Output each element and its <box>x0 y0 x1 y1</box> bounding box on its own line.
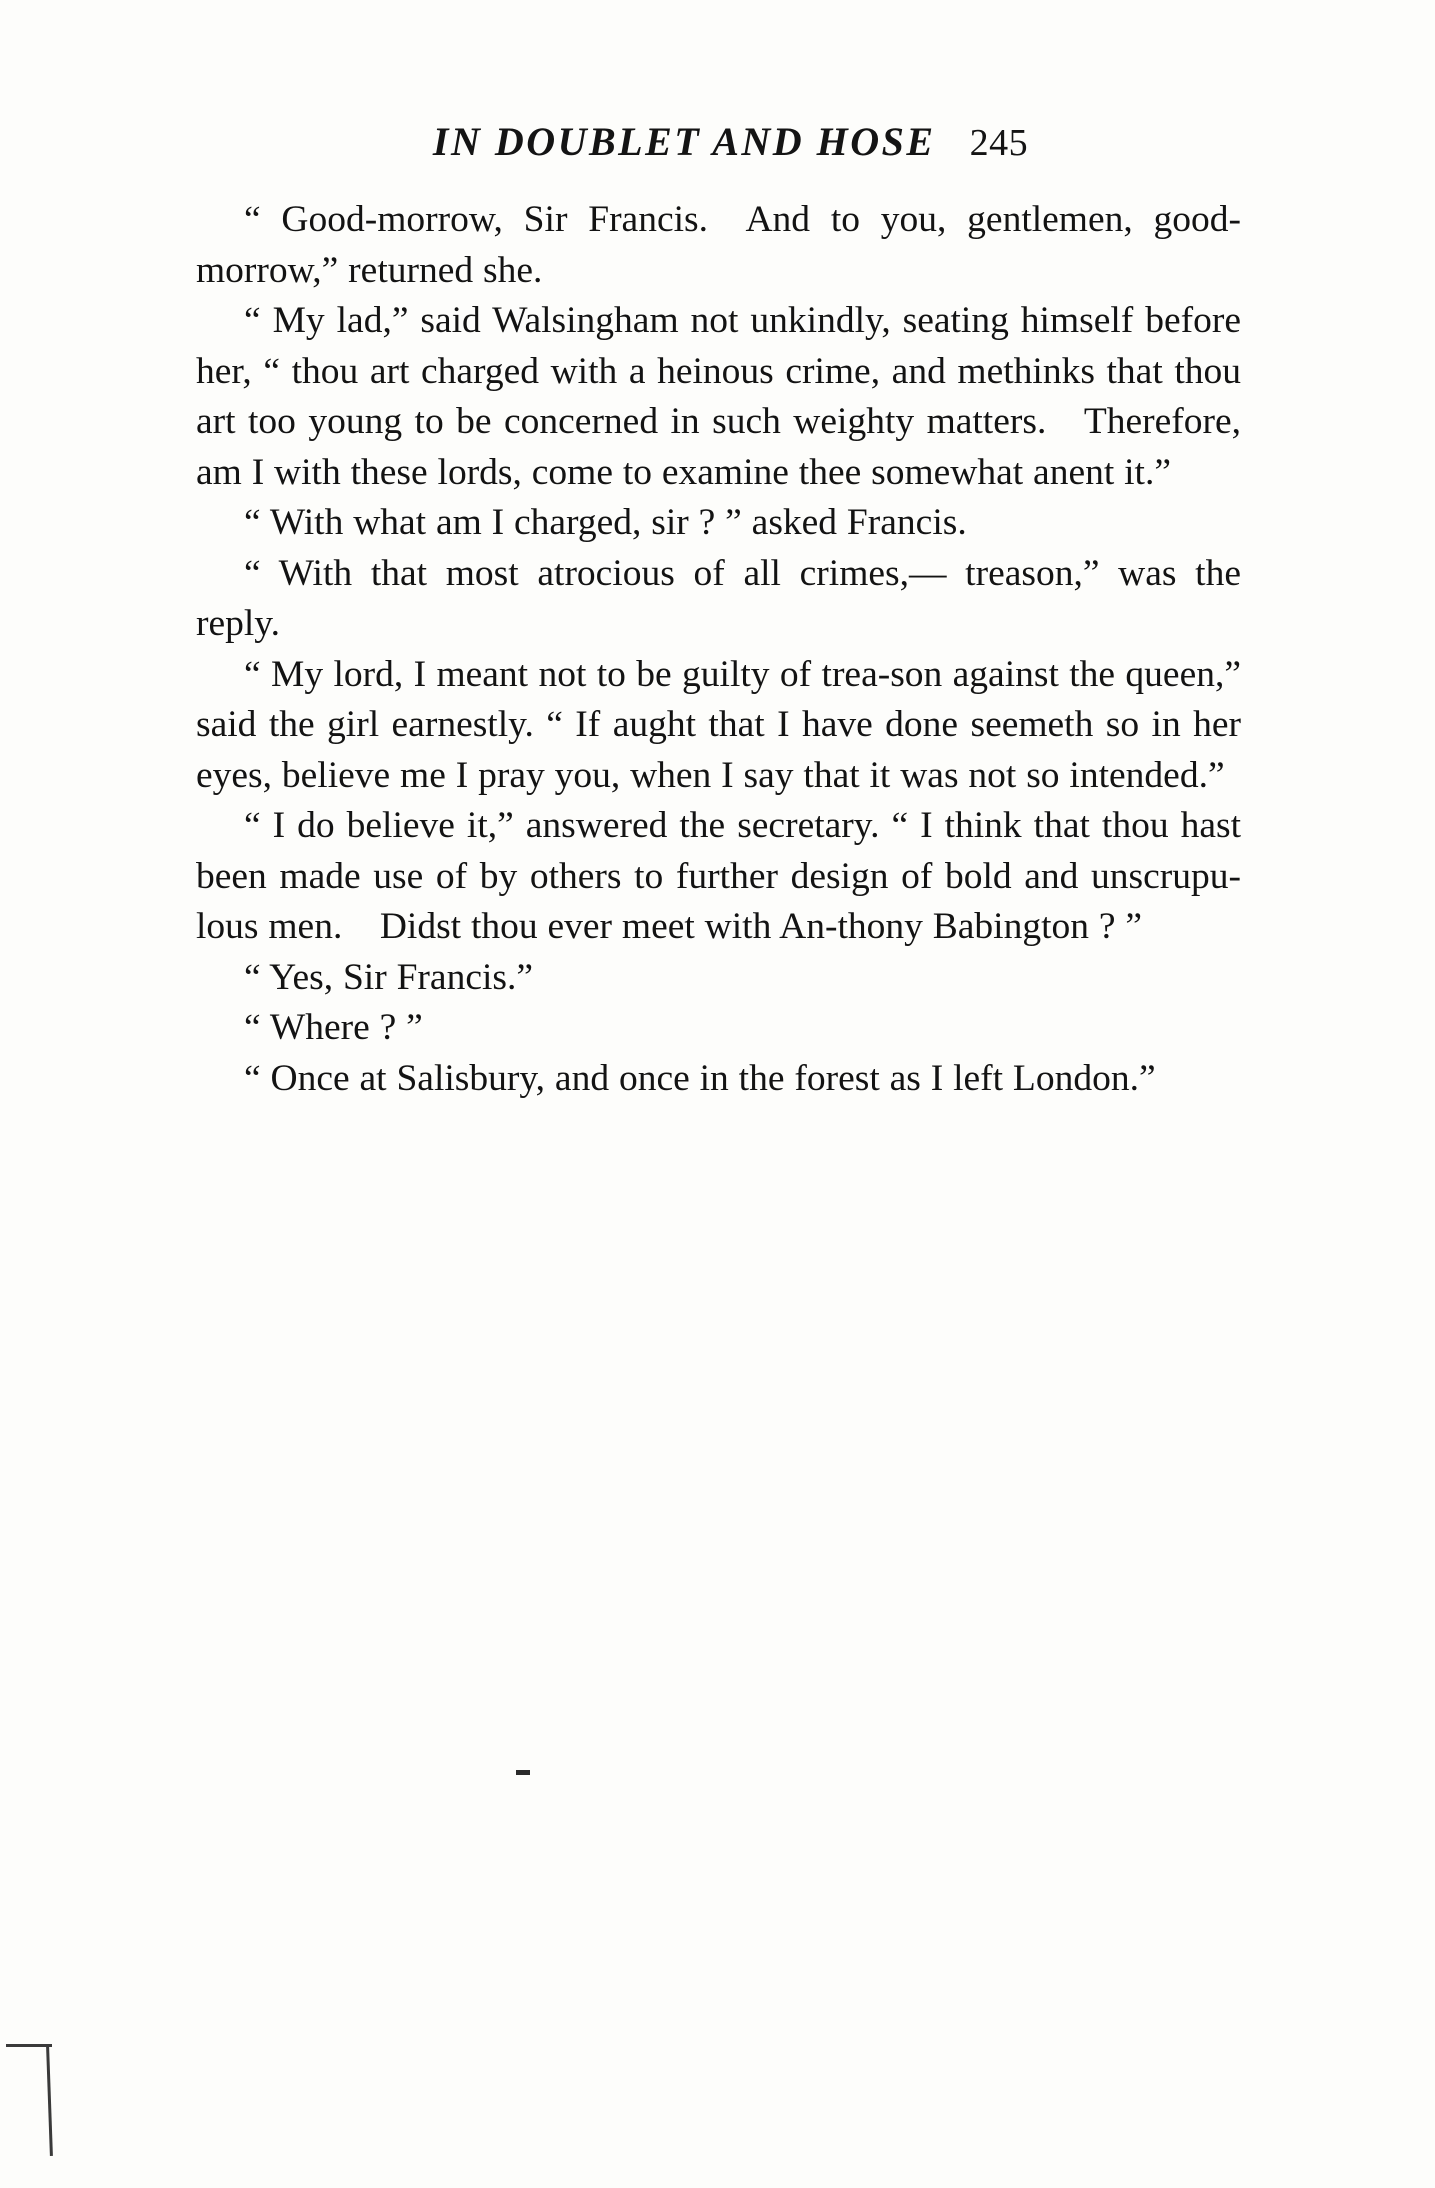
paragraph: “ Once at Salisbury, and once in the forest as I left London.” <box>244 1057 1156 1099</box>
paragraph: “ Good-morrow, Sir Francis. And to you, gentlemen, good-morrow,” returned she. <box>196 199 1241 291</box>
paragraph: “ With what am I charged, sir ? ” asked Francis. <box>244 502 967 543</box>
page-number: 245 <box>969 122 1029 164</box>
ink-speck <box>516 1770 530 1775</box>
paragraph: “ Where ? ” <box>244 1007 423 1048</box>
paragraph: “ I do believe it,” answered the secretary. “ I think that thou hast been made use of by others to further design of bold and unscrupu-lous men. Didst thou ever meet with An-thony Babington ? ” <box>196 805 1241 947</box>
scan-corner-mark <box>0 2044 52 2174</box>
running-head <box>196 118 1241 165</box>
paragraph: “ Yes, Sir Francis.” <box>244 956 533 998</box>
paragraph: “ My lad,” said Walsingham not unkindly, seating himself before her, “ thou art charged with a heinous crime, and methinks that thou art too young to be concerned in such weighty matters. Therefore, am I with these lords, come to examine thee somewhat anent it.” <box>196 300 1241 493</box>
running-head-title: IN DOUBLET AND HOSE <box>432 119 936 164</box>
paragraph: “ My lord, I meant not to be guilty of trea-son against the queen,” said the girl earnestly. “ If aught that I have done seemeth so in her eyes, believe me I pray you, when I say that it was not so intended.” <box>196 653 1241 796</box>
paragraph: “ With that most atrocious of all crimes,— treason,” was the reply. <box>196 552 1241 644</box>
scan-corner-vertical-line <box>46 2044 53 2156</box>
page-content <box>196 118 1241 1104</box>
